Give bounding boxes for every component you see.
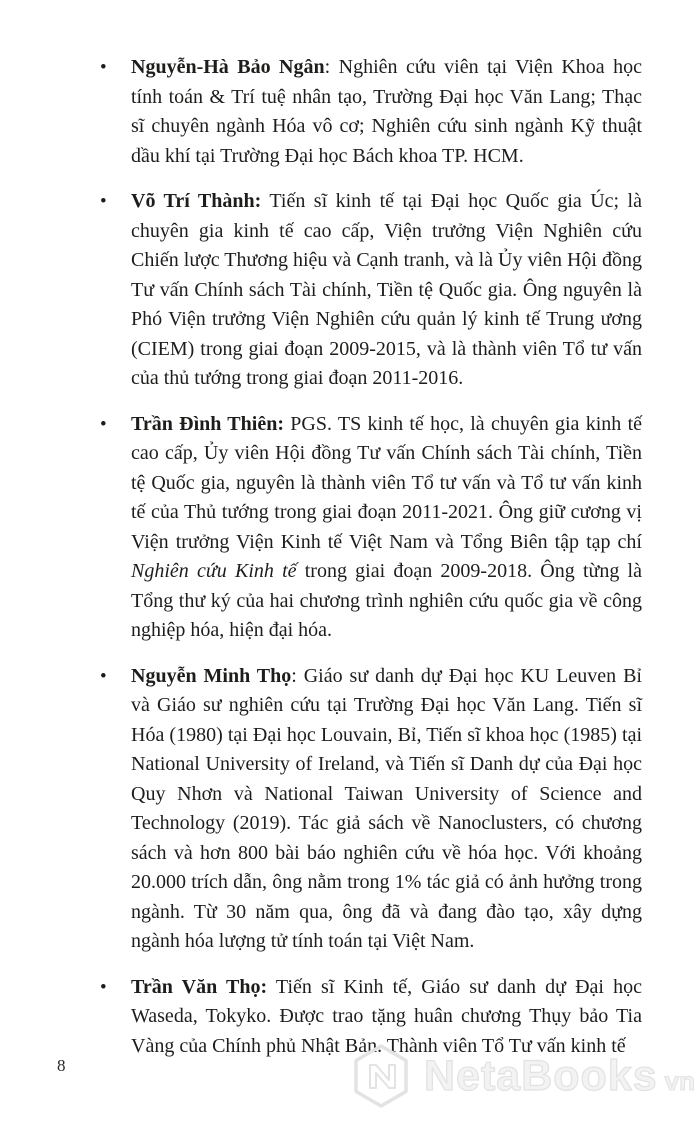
bio-text: Tiến sĩ kinh tế tại Đại học Quốc gia Úc; là chuyên gia kinh tế cao cấp, Viện trưởng Viện Nghiên cứu Chiến lược Thương hiệu và Cạnh tranh, và là Ủy viên Hội đồng Tư vấn Chính sách Tài chính, Tiền tệ Quốc gia. Ông nguyên là Phó Viện trưởng Viện Nghiên cứu quản lý kinh tế Trung ương (CIEM) trong giai đoạn 2009-2015, và là thành viên Tổ tư vấn của thủ tướng trong giai đoạn 2011-2016. xyxy=(131,190,642,389)
author-bio-item xyxy=(131,410,642,646)
author-name: Võ Trí Thành: xyxy=(131,190,262,212)
bio-text: : Giáo sư danh dự Đại học KU Leuven Bỉ và Giáo sư nghiên cứu tại Trường Đại học Văn Lang. Tiến sĩ Hóa (1980) tại Đại học Louvain, Bỉ, Tiến sĩ khoa học (1985) tại National University of Ireland, và Tiến sĩ Danh dự của Đại học Quy Nhơn và National Taiwan University of Science and Technology (2019). Tác giả sách về Nanoclusters, có chương sách và hơn 800 bài báo nghiên cứu về hóa học. Với khoảng 20.000 trích dẫn, ông nằm trong 1% tác giả có ảnh hưởng trong ngành. Từ 30 năm qua, ông đã và đang đào tạo, xây dựng ngành hóa lượng tử tính toán tại Việt Nam. xyxy=(131,664,642,952)
author-bio-item xyxy=(131,187,642,394)
author-name: Trần Văn Thọ: xyxy=(131,975,268,998)
author-bio-item xyxy=(131,973,642,1062)
author-name: Nguyễn-Hà Bảo Ngân xyxy=(131,56,325,78)
bio-text: : Nghiên cứu viên tại Viện Khoa học tính toán & Trí tuệ nhân tạo, Trường Đại học Văn Lang; Thạc sĩ chuyên ngành Hóa vô cơ; Nghiên cứu sinh ngành Kỹ thuật dầu khí tại Trường Đại học Bách khoa TP. HCM. xyxy=(131,56,642,167)
bio-text: Nghiên cứu Kinh tế xyxy=(131,560,297,582)
bio-text: trong giai đoạn 2009-2018. Ông từng là Tổng thư ký của hai chương trình nghiên cứu quốc gia về công nghiệp hóa, hiện đại hóa. xyxy=(131,560,642,641)
author-name: Nguyễn Minh Thọ xyxy=(131,664,292,687)
author-bio-item xyxy=(131,662,642,957)
author-name: Trần Đình Thiên: xyxy=(131,412,284,435)
author-bio-item xyxy=(131,53,642,171)
page-number: 8 xyxy=(57,1056,66,1075)
bio-text: Tiến sĩ Kinh tế, Giáo sư danh dự Đại học Waseda, Tokyko. Được trao tặng huân chương Thụy bảo Tia Vàng của Chính phủ Nhật Bản. Thành viên Tổ Tư vấn kinh tế xyxy=(131,975,642,1057)
watermark-brand-text: NetaBooks xyxy=(424,1051,658,1100)
bio-text: PGS. TS kinh tế học, là chuyên gia kinh tế cao cấp, Ủy viên Hội đồng Tư vấn Chính sách Tài chính, Tiền tệ Quốc gia, nguyên là thành viên Tổ tư vấn và Tổ tư vấn kinh tế của Thủ tướng trong giai đoạn 2011-2021. Ông giữ cương vị Viện trưởng Viện Kinh tế Việt Nam và Tổng Biên tập tạp chí xyxy=(131,412,642,553)
watermark-suffix-text: vn xyxy=(664,1065,695,1096)
